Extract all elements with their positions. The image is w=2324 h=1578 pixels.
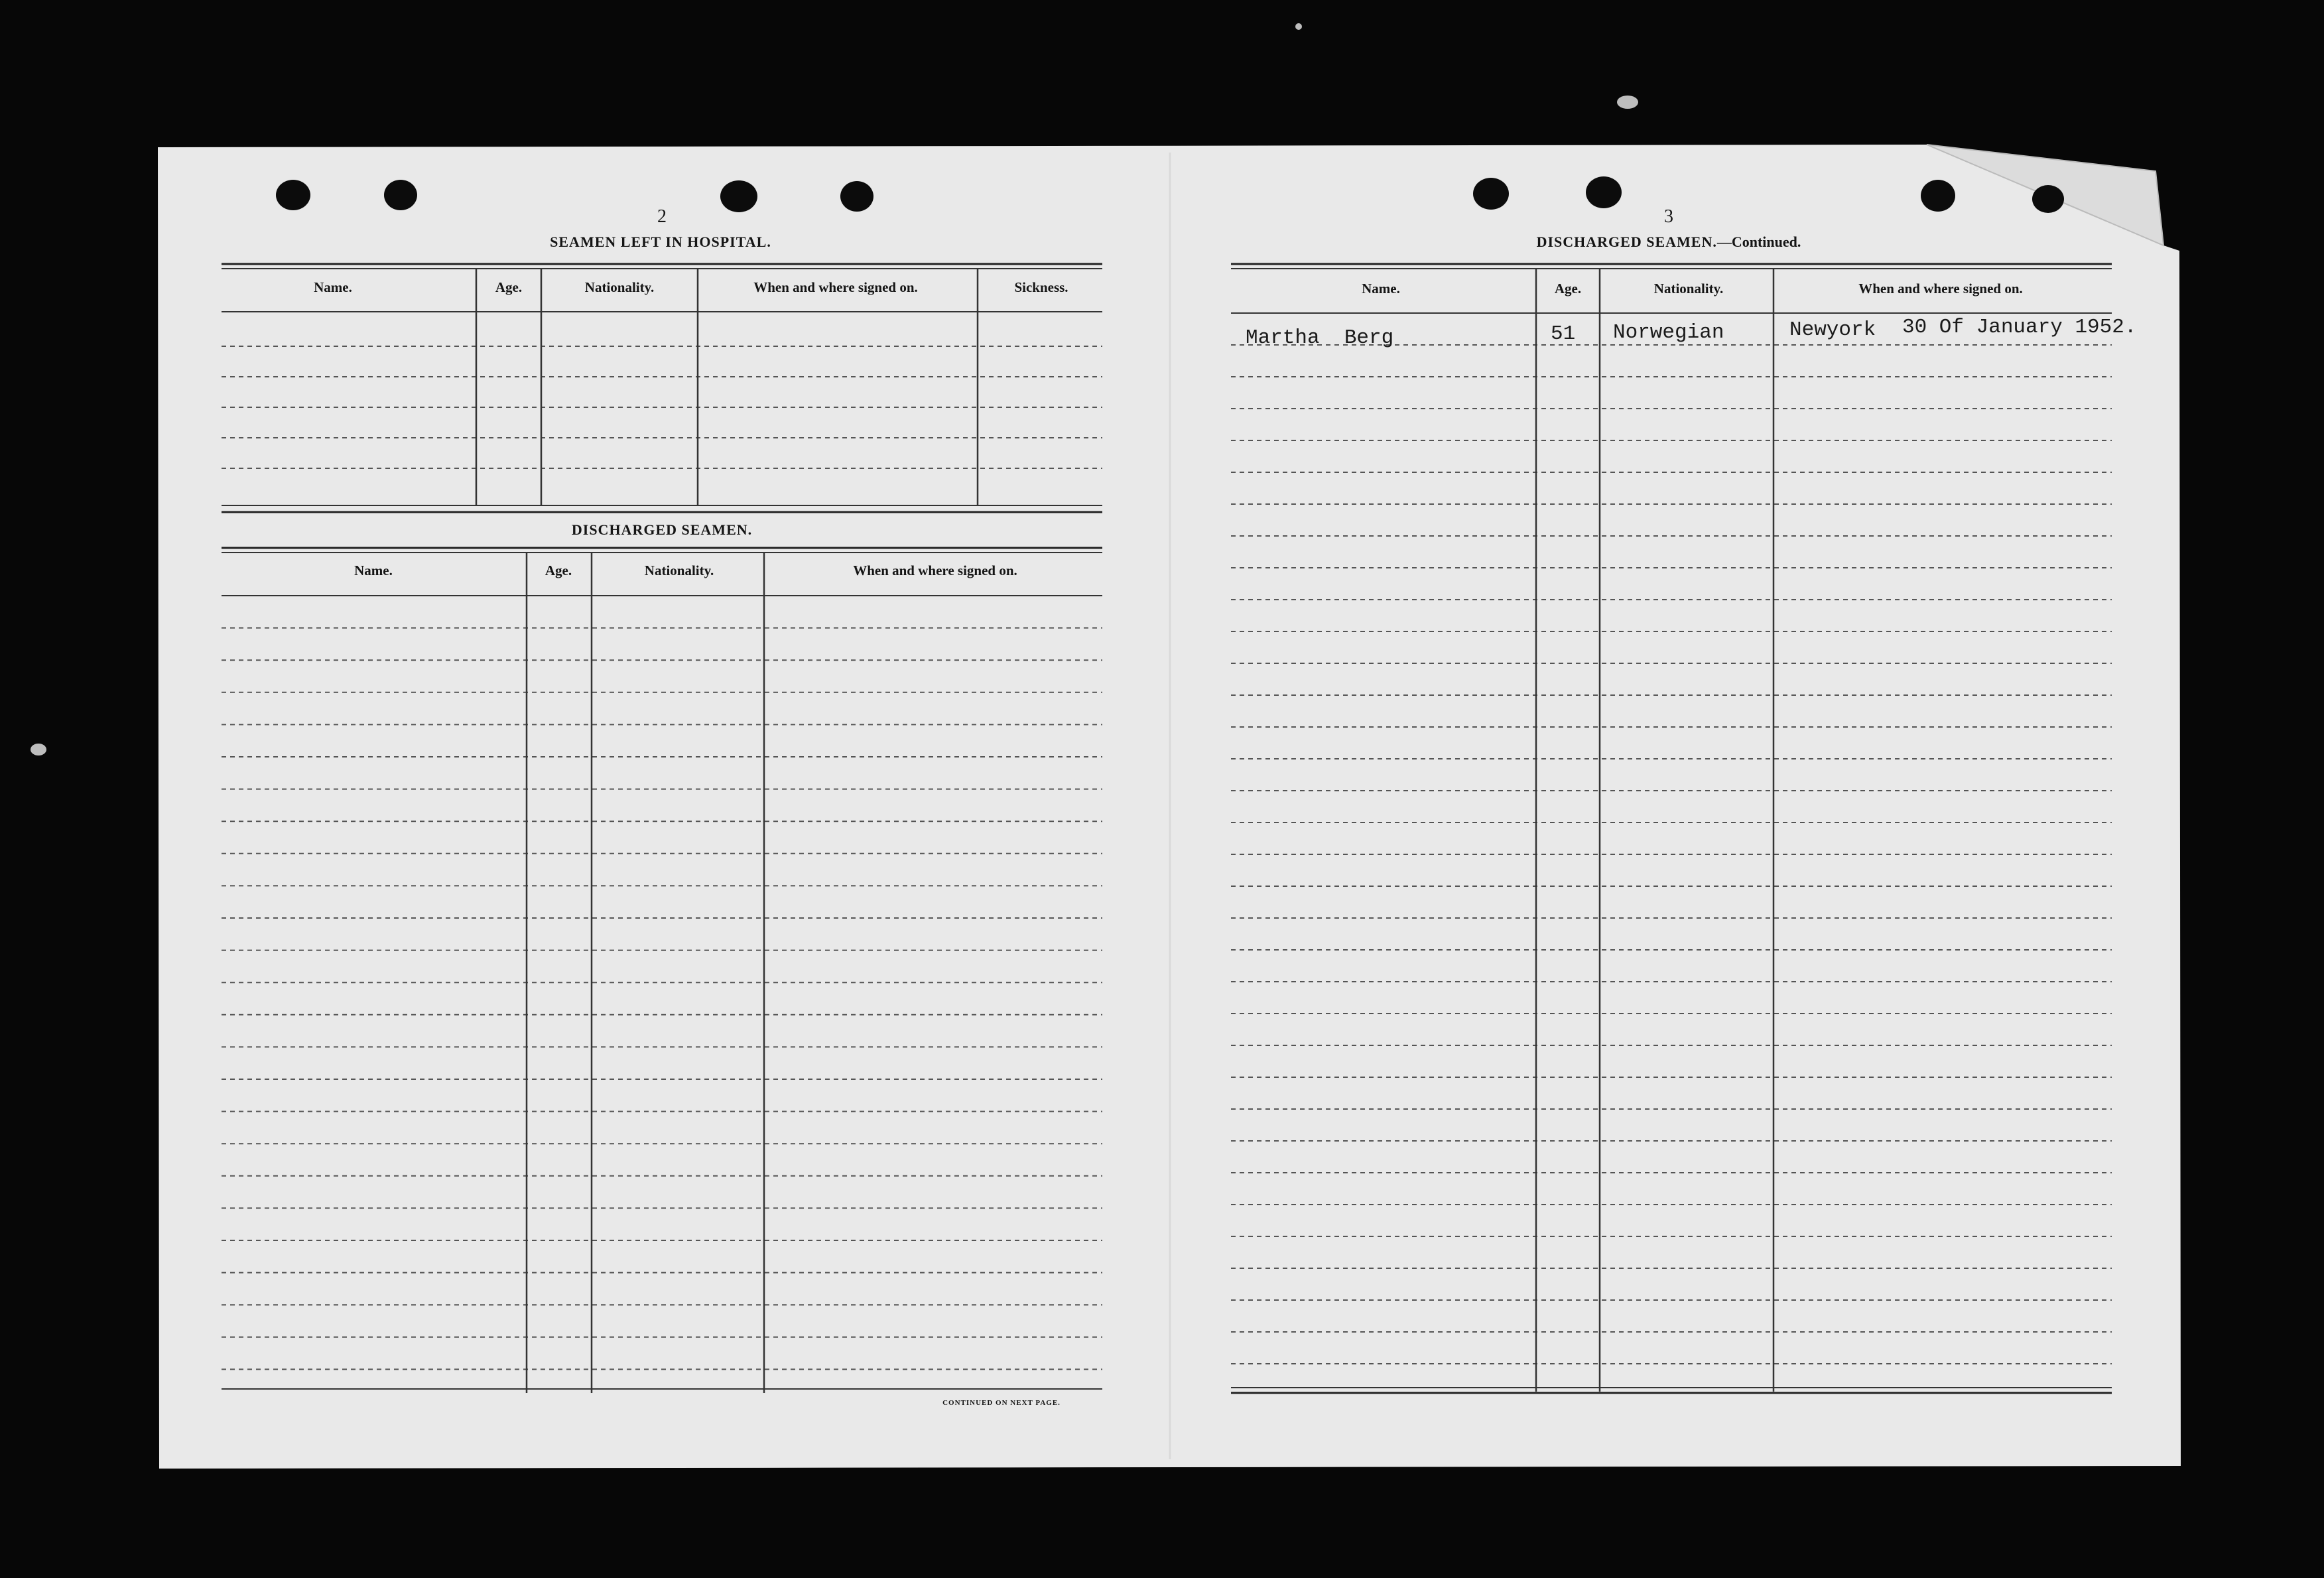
speck [1617,96,1638,109]
hospital-section-title: SEAMEN LEFT IN HOSPITAL. [550,233,771,250]
punch-hole [276,180,310,210]
punch-hole [1921,180,1955,212]
right-col-nationality: Nationality. [1653,281,1724,296]
entry-age: 51 [1551,322,1576,346]
hospital-col-sickness: Sickness. [1014,279,1068,295]
punch-hole [840,181,873,212]
entry-signed-place: Newyork [1789,318,1876,342]
discharged-continued-title [1537,235,1801,249]
punch-hole [1473,178,1509,210]
discharged-col-age: Age. [545,562,572,578]
discharged-continued-title-suffix: —Continued. [1716,233,1801,250]
hospital-col-signed-on: When and where signed on. [753,279,918,295]
punch-hole [2032,185,2064,213]
punch-hole [720,180,757,212]
entry-name: Martha Berg [1246,326,1394,350]
speck [31,744,46,756]
discharged-col-signed-on: When and where signed on. [853,562,1017,578]
page-number-left: 2 [657,206,667,227]
discharged-continued-title-main: DISCHARGED SEAMEN. [1536,233,1717,250]
discharged-col-name: Name. [354,562,393,578]
right-col-age: Age. [1554,281,1582,296]
page-number-right: 3 [1664,206,1673,227]
hospital-col-age: Age. [495,279,523,295]
speck [1295,23,1302,30]
entry-signed-date: 30 Of January 1952. [1902,316,2137,339]
punch-hole [1586,176,1622,208]
right-col-name: Name. [1362,281,1400,296]
hospital-col-name: Name. [314,279,352,295]
continued-footer: CONTINUED ON NEXT PAGE. [942,1399,1061,1407]
right-col-signed-on: When and where signed on. [1858,281,2023,296]
hospital-col-nationality: Nationality. [584,279,655,295]
entry-nationality: Norwegian [1613,321,1724,344]
discharged-section-title: DISCHARGED SEAMEN. [571,521,753,538]
discharged-col-nationality: Nationality. [644,562,714,578]
punch-hole [384,180,417,210]
